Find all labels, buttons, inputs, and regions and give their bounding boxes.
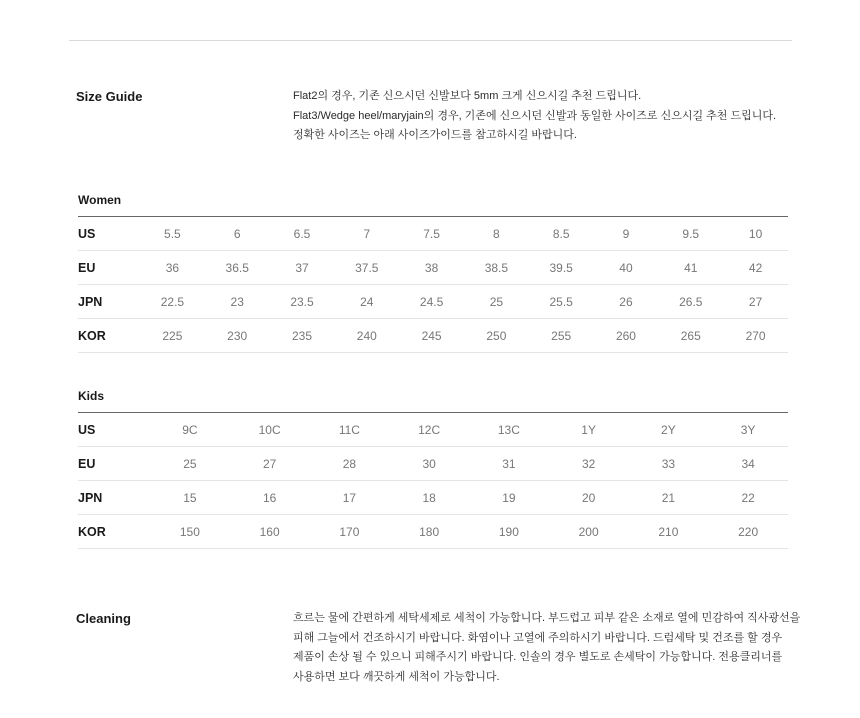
size-cell: 19	[469, 481, 549, 515]
table-row	[78, 251, 788, 285]
size-cell: 39.5	[529, 251, 594, 285]
size-cell: 40	[594, 251, 659, 285]
size-cell: 160	[230, 515, 310, 549]
size-cell: 180	[389, 515, 469, 549]
cleaning-line: 제품이 손상 될 수 있으니 피해주시기 바랍니다. 인솔의 경우 별도로 손세탁이 가능합니다. 전용클리너를	[293, 651, 783, 663]
size-cell: 22	[708, 481, 788, 515]
table-row	[78, 413, 788, 447]
size-cell: 8	[464, 217, 529, 251]
size-cell: 1Y	[549, 413, 629, 447]
size-cell: 20	[549, 481, 629, 515]
size-cell: 265	[658, 319, 723, 353]
size-cell: 190	[469, 515, 549, 549]
cleaning-line: 흐르는 물에 간편하게 세탁세제로 세척이 가능합니다. 부드럽고 피부 같은 소재로 열에 민감하여 직사광선을	[293, 612, 801, 624]
size-cell: 7	[334, 217, 399, 251]
row-header: EU	[78, 251, 140, 285]
cleaning-title: Cleaning	[76, 611, 131, 626]
size-cell: 23.5	[270, 285, 335, 319]
row-header: US	[78, 217, 140, 251]
size-cell: 17	[310, 481, 390, 515]
size-cell: 13C	[469, 413, 549, 447]
table-row	[78, 481, 788, 515]
size-cell: 255	[529, 319, 594, 353]
size-cell: 150	[150, 515, 230, 549]
table-row	[78, 319, 788, 353]
size-cell: 32	[549, 447, 629, 481]
size-cell: 270	[723, 319, 788, 353]
size-cell: 9.5	[658, 217, 723, 251]
women-size-table	[78, 216, 788, 353]
size-cell: 18	[389, 481, 469, 515]
size-cell: 15	[150, 481, 230, 515]
cleaning-line: 사용하면 보다 깨끗하게 세척이 가능합니다.	[293, 670, 500, 683]
size-cell: 38	[399, 251, 464, 285]
row-header: KOR	[78, 515, 150, 549]
size-cell: 42	[723, 251, 788, 285]
size-cell: 24.5	[399, 285, 464, 319]
size-guide-text	[293, 87, 803, 146]
row-header: JPN	[78, 285, 140, 319]
size-cell: 30	[389, 447, 469, 481]
row-header: US	[78, 413, 150, 447]
size-cell: 22.5	[140, 285, 205, 319]
size-cell: 245	[399, 319, 464, 353]
size-cell: 41	[658, 251, 723, 285]
size-cell: 37	[270, 251, 335, 285]
size-cell: 24	[334, 285, 399, 319]
size-cell: 25	[464, 285, 529, 319]
size-cell: 27	[230, 447, 310, 481]
size-guide-line: 정확한 사이즈는 아래 사이즈가이드를 참고하시길 바랍니다.	[293, 129, 577, 141]
size-cell: 28	[310, 447, 390, 481]
women-table-label: Women	[78, 193, 122, 207]
size-cell: 8.5	[529, 217, 594, 251]
table-row	[78, 285, 788, 319]
size-cell: 25.5	[529, 285, 594, 319]
size-cell: 5.5	[140, 217, 205, 251]
size-cell: 9	[594, 217, 659, 251]
size-cell: 21	[629, 481, 709, 515]
size-cell: 250	[464, 319, 529, 353]
top-divider	[69, 40, 792, 41]
size-cell: 200	[549, 515, 629, 549]
size-guide-title: Size Guide	[76, 89, 143, 104]
size-cell: 12C	[389, 413, 469, 447]
size-cell: 2Y	[629, 413, 709, 447]
size-cell: 6.5	[270, 217, 335, 251]
row-header: EU	[78, 447, 150, 481]
size-cell: 33	[629, 447, 709, 481]
cleaning-text	[293, 609, 803, 687]
size-cell: 31	[469, 447, 549, 481]
size-cell: 240	[334, 319, 399, 353]
size-cell: 11C	[310, 413, 390, 447]
size-cell: 7.5	[399, 217, 464, 251]
size-cell: 260	[594, 319, 659, 353]
size-cell: 25	[150, 447, 230, 481]
size-cell: 37.5	[334, 251, 399, 285]
size-cell: 235	[270, 319, 335, 353]
size-cell: 23	[205, 285, 270, 319]
size-cell: 10	[723, 217, 788, 251]
size-cell: 230	[205, 319, 270, 353]
size-cell: 10C	[230, 413, 310, 447]
table-row	[78, 217, 788, 251]
size-cell: 16	[230, 481, 310, 515]
size-guide-line: Flat3/Wedge heel/maryjain의 경우, 기존에 신으시던 신발과 동일한 사이즈로 신으시길 추천 드립니다.	[293, 109, 777, 122]
size-cell: 36	[140, 251, 205, 285]
table-row	[78, 447, 788, 481]
size-cell: 38.5	[464, 251, 529, 285]
size-cell: 36.5	[205, 251, 270, 285]
size-cell: 225	[140, 319, 205, 353]
size-cell: 27	[723, 285, 788, 319]
size-cell: 6	[205, 217, 270, 251]
size-cell: 34	[708, 447, 788, 481]
table-row	[78, 515, 788, 549]
size-cell: 3Y	[708, 413, 788, 447]
size-cell: 220	[708, 515, 788, 549]
size-cell: 170	[310, 515, 390, 549]
row-header: JPN	[78, 481, 150, 515]
cleaning-line: 피해 그늘에서 건조하시기 바랍니다. 화염이나 고열에 주의하시기 바랍니다. 드럼세탁 및 건조를 할 경우	[293, 631, 783, 644]
row-header: KOR	[78, 319, 140, 353]
size-cell: 26	[594, 285, 659, 319]
size-cell: 210	[629, 515, 709, 549]
size-cell: 26.5	[658, 285, 723, 319]
kids-size-table	[78, 412, 788, 549]
size-guide-line: Flat2의 경우, 기존 신으시던 신발보다 5mm 크게 신으시길 추천 드립니다.	[293, 90, 642, 102]
kids-table-label: Kids	[78, 389, 105, 403]
size-cell: 9C	[150, 413, 230, 447]
